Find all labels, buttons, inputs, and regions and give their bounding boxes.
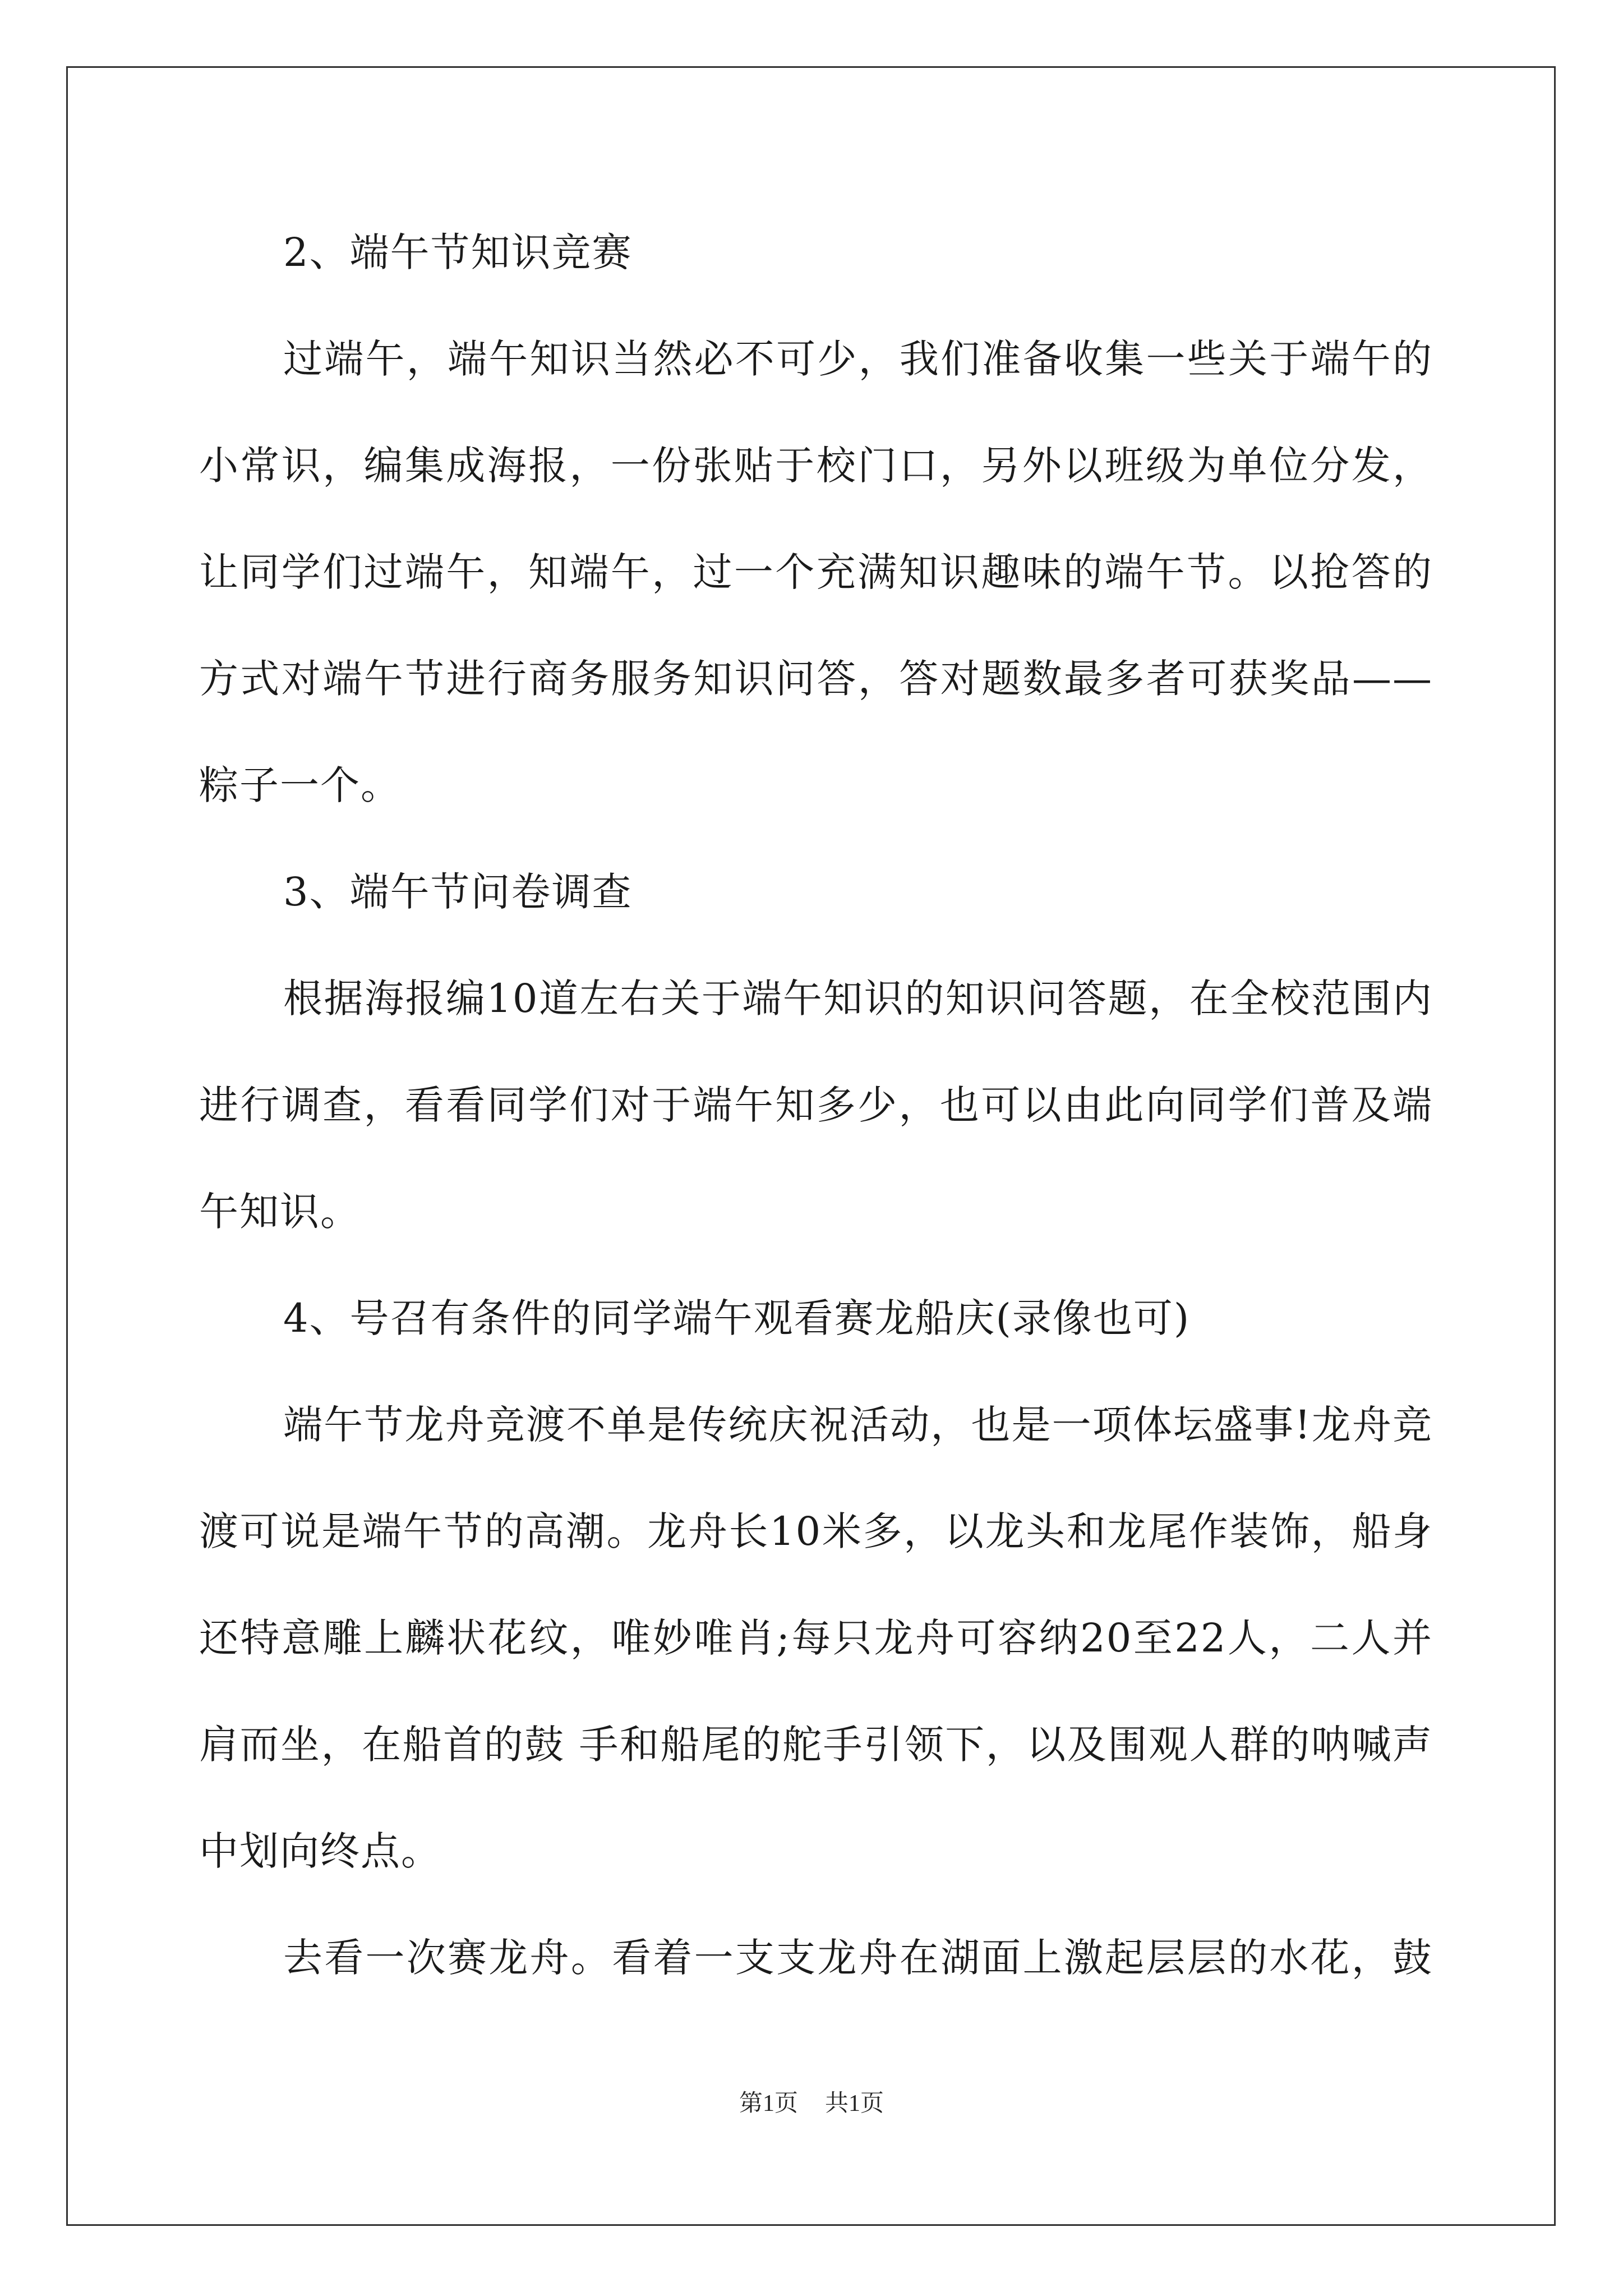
paragraph-line: 还特意雕上麟状花纹，唯妙唯肖;每只龙舟可容纳20至22人，二人并 — [199, 1615, 1433, 1661]
section-heading-3: 3、端午节问卷调查 — [283, 869, 633, 915]
paragraph-line: 肩而坐，在船首的鼓 手和船尾的舵手引领下，以及围观人群的呐喊声 — [199, 1722, 1433, 1768]
paragraph-line: 进行调查，看看同学们对于端午知多少，也可以由此向同学们普及端 — [199, 1082, 1433, 1128]
paragraph-line: 过端午，端午知识当然必不可少，我们准备收集一些关于端午的 — [283, 336, 1433, 382]
section-heading-4: 4、号召有条件的同学端午观看赛龙船庆(录像也可) — [283, 1295, 1191, 1341]
paragraph-line: 根据海报编10道左右关于端午知识的知识问答题，在全校范围内 — [283, 976, 1433, 1022]
paragraph-line: 去看一次赛龙舟。看着一支支龙舟在湖面上激起层层的水花，鼓 — [283, 1935, 1433, 1981]
paragraph-line: 方式对端午节进行商务服务知识问答，答对题数最多者可获奖品—— — [199, 656, 1433, 702]
section-heading-2: 2、端午节知识竞赛 — [283, 229, 633, 275]
paragraph-line: 午知识。 — [199, 1189, 361, 1235]
paragraph-line: 粽子一个。 — [199, 762, 401, 808]
paragraph-line: 小常识，编集成海报，一份张贴于校门口，另外以班级为单位分发， — [199, 443, 1433, 489]
page-footer — [0, 2087, 1623, 2120]
page-total: 共1页 — [825, 2091, 884, 2116]
paragraph-line: 渡可说是端午节的高潮。龙舟长10米多，以龙头和龙尾作装饰，船身 — [199, 1508, 1433, 1554]
paragraph-line: 端午节龙舟竞渡不单是传统庆祝活动，也是一项体坛盛事!龙舟竞 — [283, 1402, 1433, 1448]
page-border — [66, 66, 1556, 2226]
paragraph-line: 让同学们过端午，知端午，过一个充满知识趣味的端午节。以抢答的 — [199, 549, 1433, 595]
page-number: 第1页 — [739, 2091, 798, 2116]
paragraph-line: 中划向终点。 — [199, 1828, 441, 1874]
